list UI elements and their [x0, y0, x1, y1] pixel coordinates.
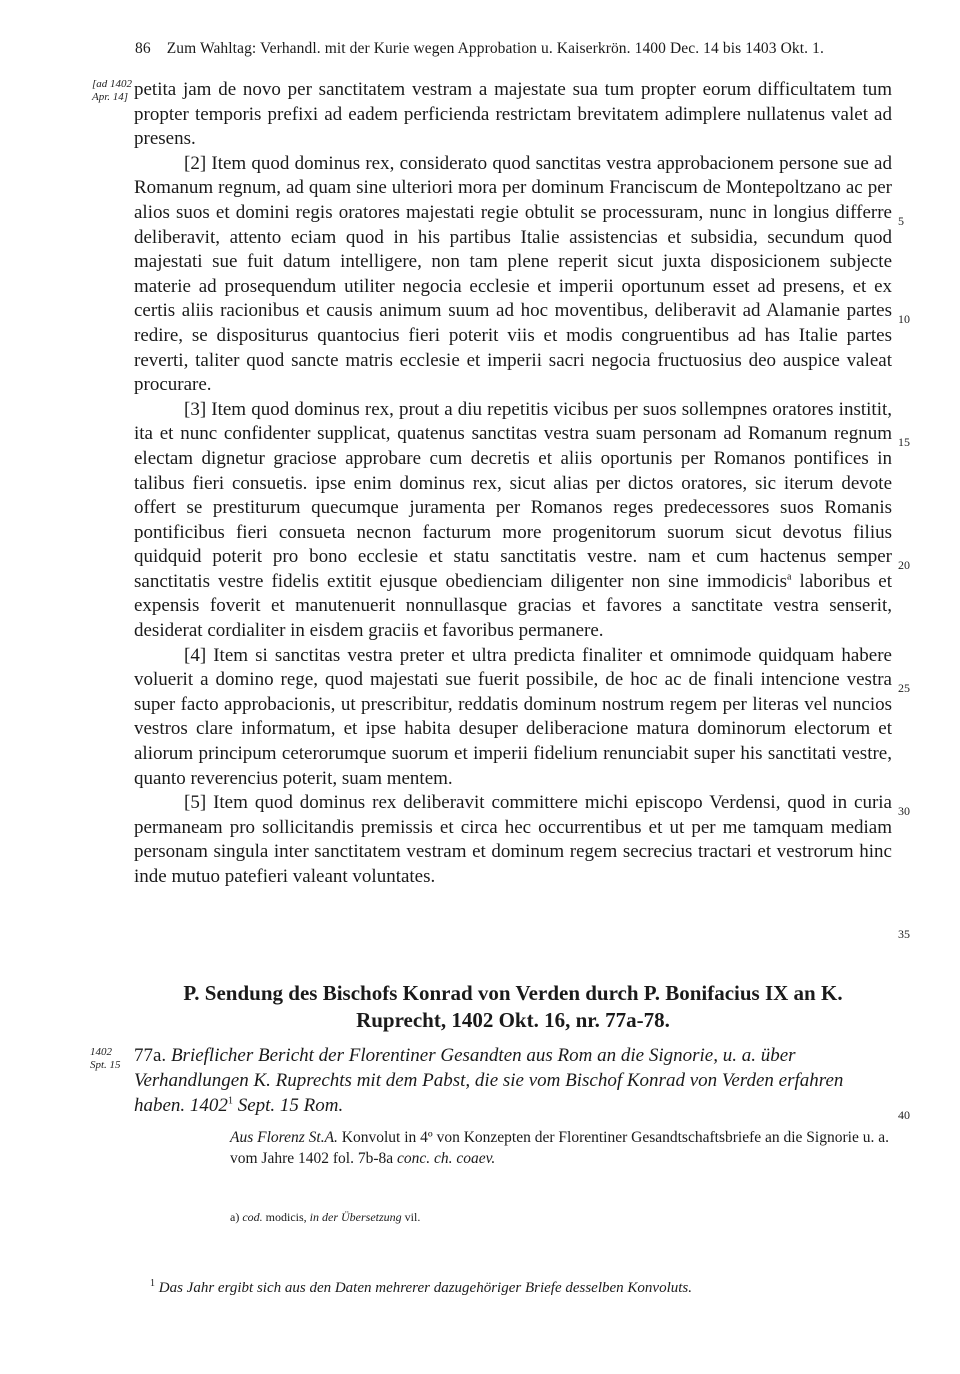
- line-number: 30: [898, 804, 910, 818]
- footnote-1: [150, 1280, 892, 1297]
- document-date: Sept. 15 Rom.: [237, 1095, 344, 1116]
- margin-note-line: [ad 1402: [92, 78, 133, 90]
- paragraph-3: [134, 398, 892, 644]
- line-number: 35: [898, 927, 910, 941]
- document-summary: Brieflicher Bericht der Florentiner Gesandten aus Rom an die Signorie, u. a. über Verhandlungen K. Ruprechts mit dem Pabst, die sie vom Bischof Konrad von Verden erfahren haben. 1402: [134, 1045, 844, 1116]
- running-title: Zum Wahltag: Verhandl. mit der Kurie wegen Approbation u. Kaiserkrön. 1400 Dec. 14 bis 1403 Okt. 1.: [166, 40, 824, 57]
- margin-date-note-top: [92, 78, 132, 104]
- margin-note-line: Apr. 14]: [92, 91, 129, 103]
- section-title: [134, 980, 892, 1034]
- footnote-a-in: in der Übersetzung: [309, 1210, 402, 1224]
- source-note: [230, 1127, 892, 1169]
- footnote-a: [230, 1210, 892, 1225]
- line-number: 10: [898, 312, 910, 326]
- footnote-a-word: modicis,: [265, 1210, 307, 1224]
- page-number: 86: [135, 40, 151, 57]
- paragraph-continuation: petita jam de novo per sanctitatem vestram a majestate sua tum propter eorum difficultatem tum propter temporis prefixi ad eadem perficienda restrictam brevitatem adimplere nullatenus valet ad presens.: [134, 79, 892, 150]
- line-number: 40: [898, 1108, 910, 1122]
- line-number: 25: [898, 681, 910, 695]
- line-number: 20: [898, 558, 910, 572]
- section-title-line: P. Sendung des Bischofs Konrad von Verden durch P. Bonifacius IX an K.: [183, 981, 843, 1005]
- paragraph-3-text: [3] Item quod dominus rex, prout a diu repetitis vicibus per suos sollempnes oratores institit, ita et nunc confidenter supplicat, quatenus sanctitas vestra suam personam ad Romanum regnum electam dignetur graciose approbare cum decretis et aliis oportunis per Romanos pontifices in talibus fieri consuetis. ipse enim dominus rex, sicut alias per dictos oratores, sic iterum devote offert se prestiturum quecumque juramenta per Romanos reges predecessores suos Romanis pontificibus fieri consueta necnon facturum more progenitorum suorum sicut devotus filius quidquid poterit pro bono ecclesie et statu sanctitatis vestre. nam et cum hactenus semper sanctitatis vestre fidelis extitit ejusque obedienciam diligenter non sine immodicis: [134, 398, 892, 592]
- source-description: Konvolut in 4º von Konzepten der Florentiner Gesandtschaftsbriefe an die Signorie u. a. vom Jahre 1402 fol. 7b-8a: [230, 1129, 889, 1167]
- section-title-line: Ruprecht, 1402 Okt. 16, nr. 77a-78.: [356, 1008, 670, 1032]
- line-number: 5: [898, 214, 904, 228]
- footnote-marker-1: 1: [227, 1095, 233, 1107]
- margin-note-line: 1402: [90, 1046, 112, 1058]
- paragraph-2: [2] Item quod dominus rex, considerato quod sanctitas vestra approbacionem personе sue ad Romanum regnum, ad quam sine ulteriori mora per dominum Franciscum de Montepoltzano ac per alios suos et domini regis oratores majestati regie obtulit se processuram, nunc in longius differre deliberavit, attento eciam quod in his partibus Italie assistencias et subsidia, secundum quod majestati sue fuit datum intelligere, non tam plene reperit sicut juxta disposicionem subjecte materie ad prosequendum utiliter negocia ecclesie et imperii oportunum esset ad presens, et ex certis aliis racionibus et causis animum suum ad hoc moventibus, deliberavit ad Alamanie partes redire, se dispositurus quantocius fieri poterit viis et modis congruentibus ad has Italie partes reverti, taliter quod sancte matris ecclesie et imperii sacri negocia fructuosius deo auspice valeat procurare.: [134, 152, 892, 396]
- margin-note-line: Spt. 15: [90, 1059, 121, 1071]
- footnote-a-label: a): [230, 1210, 240, 1224]
- footnote-a-cod: cod.: [242, 1210, 263, 1224]
- footnote-a-tail: vil.: [404, 1210, 421, 1224]
- source-suffix: conc. ch. coaev.: [397, 1150, 496, 1167]
- footnote-1-marker: 1: [150, 1278, 155, 1289]
- paragraph-4: [4] Item si sanctitas vestra preter et ultra predicta finaliter et omnimode quidquam habere voluerit a domino rege, quod majestati sue fuerit possibile, de hoc ac de finali intencione vestra super facto approbacionis, ut prescribitur, reddatis dominum nostrum regem per literas vel nuncios vestros clare informatum, et ipse habita desuper deliberacione matura dominorum electorum et aliorum principum ceterorumque suorum et imperii fidelium renunciabit super his sanctitati vestre, quanto reverencius poterit, suam mentem.: [134, 644, 892, 789]
- paragraph-5: [5] Item quod dominus rex deliberavit committere michi episcopo Verdensi, quod in curia permaneam pro sollicitandis premissis et circa hec occurrentibus et ut per me tamquam mediam personam singula inter sanctitatem vestram et dominum regem secrecius tractari et vestrorum hinc inde mutuo patefieri valeant voluntates.: [134, 792, 892, 887]
- margin-date-note-doc: [90, 1046, 121, 1072]
- document-number: 77a.: [134, 1045, 167, 1066]
- line-number: 15: [898, 435, 910, 449]
- main-text: [134, 78, 892, 890]
- paragraph-3-tail: laboribus et expensis foverit et manutenuerit nonnullasque gracias et favores a sanctitate vestra senserit, desiderat cordialiter in eisdem graciis et favoribus permanere.: [134, 570, 892, 642]
- document-heading: [134, 1043, 892, 1118]
- source-archive: Aus Florenz St.A.: [230, 1129, 338, 1146]
- footnote-1-text: Das Jahr ergibt sich aus den Daten mehrerer dazugehöriger Briefe desselben Konvoluts.: [158, 1280, 693, 1296]
- running-header: [135, 40, 895, 58]
- footnote-marker-a: a: [786, 571, 792, 583]
